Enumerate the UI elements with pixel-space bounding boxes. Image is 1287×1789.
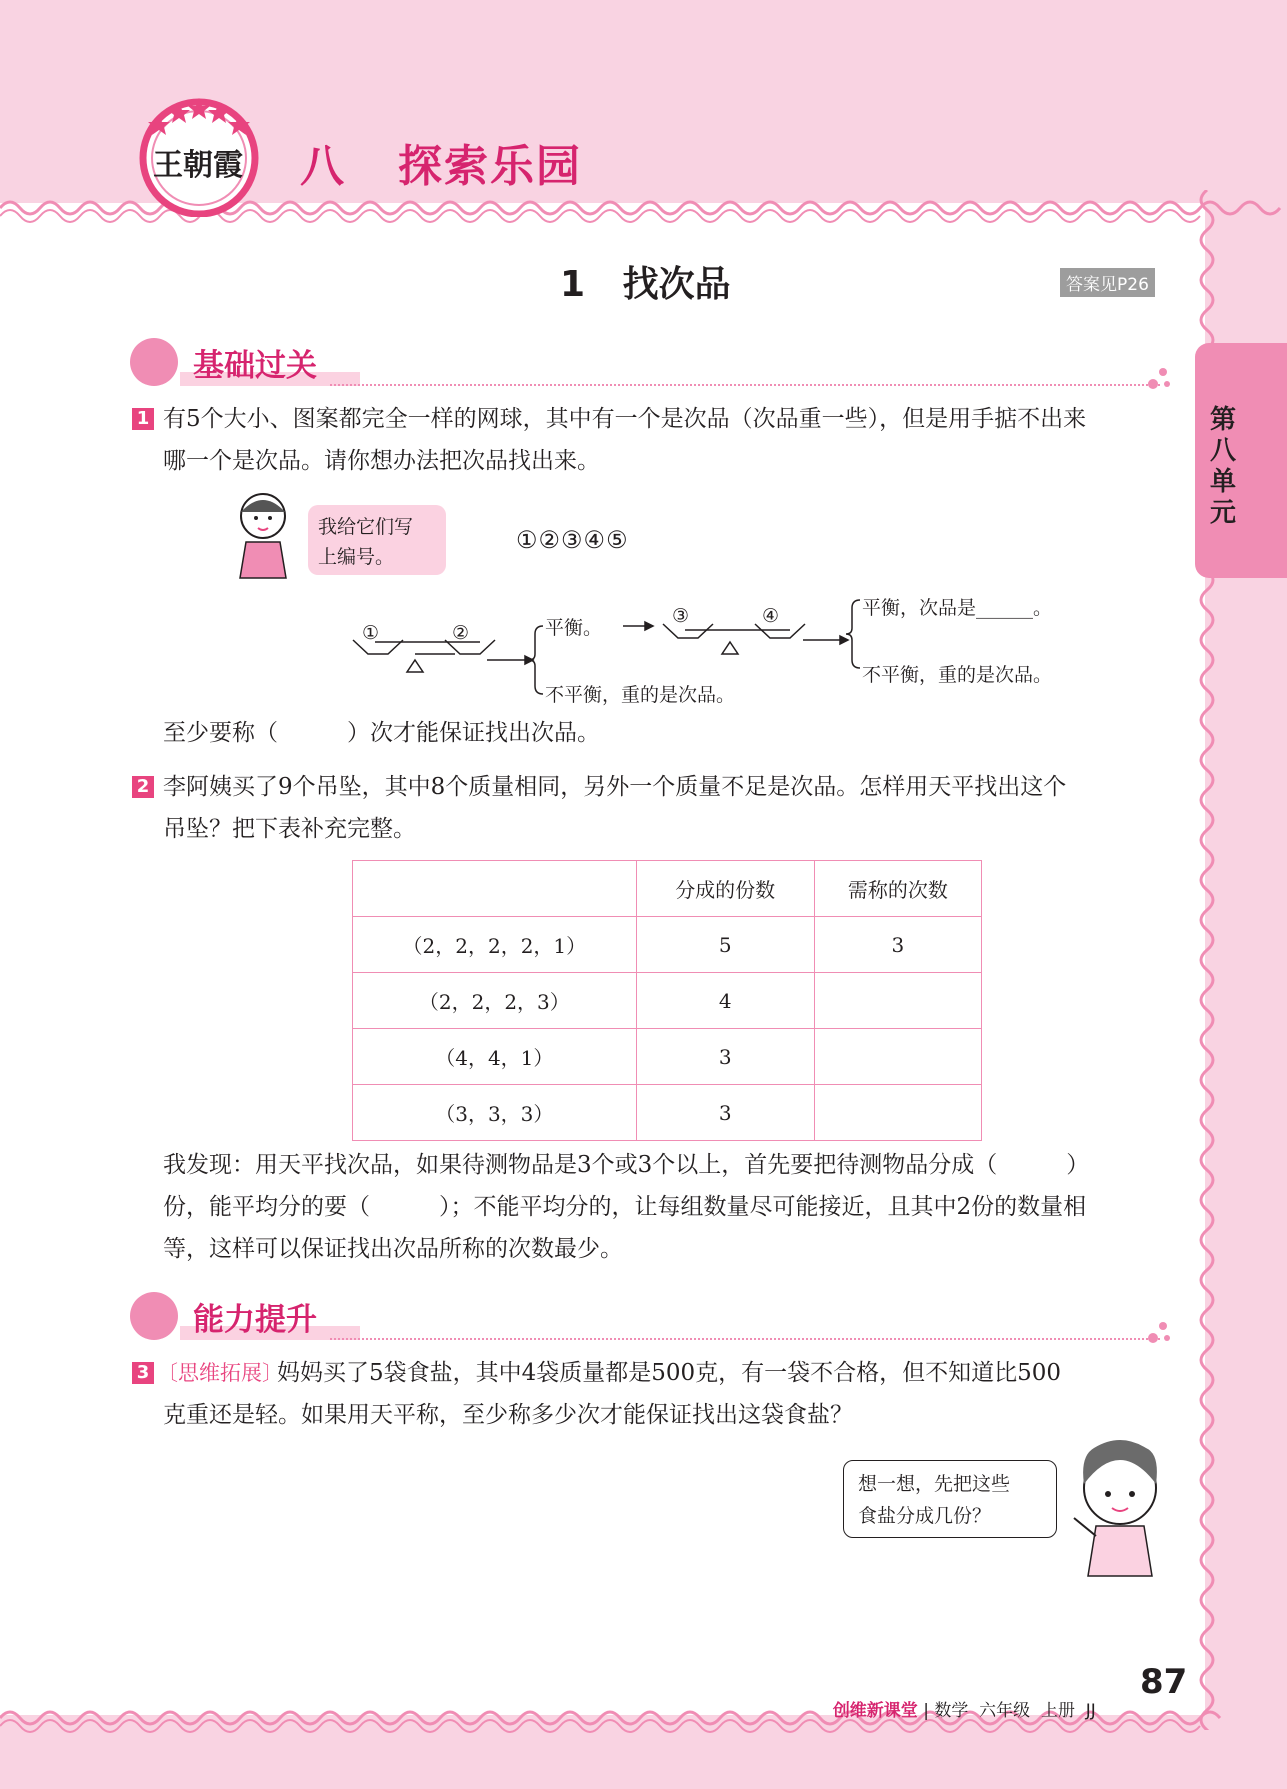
pan-label-4: ④ bbox=[762, 605, 780, 627]
branch1-top: 平衡。 bbox=[545, 617, 603, 639]
question-number: 1 bbox=[132, 408, 154, 430]
girl-character-icon bbox=[228, 488, 298, 580]
logo-text: 王朝霞 bbox=[153, 148, 243, 183]
branch2-bottom: 不平衡，重的是次品。 bbox=[862, 664, 1053, 686]
table-cell: 3 bbox=[636, 1029, 814, 1085]
q2-text-line1: 李阿姨买了9个吊坠，其中8个质量相同，另外一个质量不足是次品。怎样用天平找出这个 bbox=[163, 774, 1067, 800]
split-table bbox=[352, 860, 982, 1141]
pan-label-2: ② bbox=[452, 622, 470, 644]
pan-label-3: ③ bbox=[672, 605, 690, 627]
table-row bbox=[353, 1029, 982, 1085]
numbered-balls: ①②③④⑤ bbox=[516, 526, 629, 554]
footer-brand-name: 创维新课堂 bbox=[832, 1701, 918, 1721]
finding-line2: 份，能平均分的要（ ）；不能平均分的，让每组数量尽可能接近，且其中2份的数量相 bbox=[163, 1194, 1087, 1220]
q3-text-line1: 妈妈买了5袋食盐，其中4袋质量都是500克，有一袋不合格，但不知道比500 bbox=[277, 1360, 1062, 1386]
table-cell: 3 bbox=[814, 917, 981, 973]
pan-label-1: ① bbox=[362, 622, 380, 644]
question-number: 2 bbox=[132, 776, 154, 798]
table-row bbox=[353, 973, 982, 1029]
answer-reference: 答案见P26 bbox=[1060, 268, 1155, 297]
table-header-cell: 需称的次数 bbox=[814, 861, 981, 917]
q1-answer-line: 至少要称（ ）次才能保证找出次品。 bbox=[163, 720, 600, 746]
unit-side-tab-label: 第八单元 bbox=[1209, 405, 1236, 528]
q3-text-line2: 克重还是轻。如果用天平称，至少称多少次才能保证找出这袋食盐？ bbox=[163, 1402, 853, 1428]
table-row bbox=[353, 1085, 982, 1141]
footer-info: 数学 六年级 上册 JJ bbox=[934, 1701, 1096, 1721]
section-title-advanced: 能力提升 bbox=[193, 1302, 317, 1338]
section-divider bbox=[330, 1338, 1160, 1340]
section-divider bbox=[330, 384, 1160, 386]
monkey-avatar-icon bbox=[130, 1292, 178, 1340]
table-cell: 4 bbox=[636, 973, 814, 1029]
table-cell: （3，3，3） bbox=[353, 1085, 637, 1141]
girl-character-icon bbox=[1060, 1440, 1180, 1580]
table-cell: 5 bbox=[636, 917, 814, 973]
page-number: 87 bbox=[1140, 1662, 1188, 1702]
bubble-line1: 我给它们写 bbox=[318, 516, 414, 538]
table-cell-blank[interactable] bbox=[814, 973, 981, 1029]
footer-brand: 创维新课堂 | 数学 六年级 上册 JJ bbox=[832, 1701, 1096, 1721]
brand-logo bbox=[137, 92, 262, 217]
lesson-title: 1 找次品 bbox=[560, 264, 731, 305]
decor-dots-icon bbox=[1145, 364, 1175, 394]
unit-title: 八 探索乐园 bbox=[300, 141, 582, 192]
table-cell: （2，2，2，2，1） bbox=[353, 917, 637, 973]
table-row bbox=[353, 917, 982, 973]
section-title-basic: 基础过关 bbox=[193, 348, 317, 384]
girl-avatar-icon bbox=[130, 338, 178, 386]
q1-text-line1: 有5个大小、图案都完全一样的网球，其中有一个是次品（次品重一些），但是用手掂不出来 bbox=[163, 406, 1087, 432]
table-header-cell: 分成的份数 bbox=[636, 861, 814, 917]
finding-line1: 我发现：用天平找次品，如果待测物品是3个或3个以上，首先要把待测物品分成（ ） bbox=[163, 1152, 1090, 1178]
table-cell-blank[interactable] bbox=[814, 1085, 981, 1141]
table-cell-blank[interactable] bbox=[814, 1029, 981, 1085]
branch1-bottom: 不平衡，重的是次品。 bbox=[545, 684, 736, 706]
table-cell: （4，4，1） bbox=[353, 1029, 637, 1085]
finding-line3: 等，这样可以保证找出次品所称的次数最少。 bbox=[163, 1236, 623, 1262]
table-header-row bbox=[353, 861, 982, 917]
bubble-line2: 食盐分成几份？ bbox=[858, 1505, 992, 1527]
table-cell: 3 bbox=[636, 1085, 814, 1141]
q3-tag: 〔思维拓展〕 bbox=[157, 1361, 283, 1385]
q1-text-line2: 哪一个是次品。请你想办法把次品找出来。 bbox=[163, 448, 600, 474]
table-cell: （2，2，2，3） bbox=[353, 973, 637, 1029]
decor-dots-icon bbox=[1145, 1318, 1175, 1348]
bubble-line1: 想一想，先把这些 bbox=[858, 1473, 1011, 1495]
question-number: 3 bbox=[132, 1362, 154, 1384]
table-header-cell bbox=[353, 861, 637, 917]
bubble-line2: 上编号。 bbox=[318, 546, 395, 568]
q2-text-line2: 吊坠？把下表补充完整。 bbox=[163, 816, 416, 842]
branch2-top: 平衡，次品是______。 bbox=[862, 597, 1053, 619]
